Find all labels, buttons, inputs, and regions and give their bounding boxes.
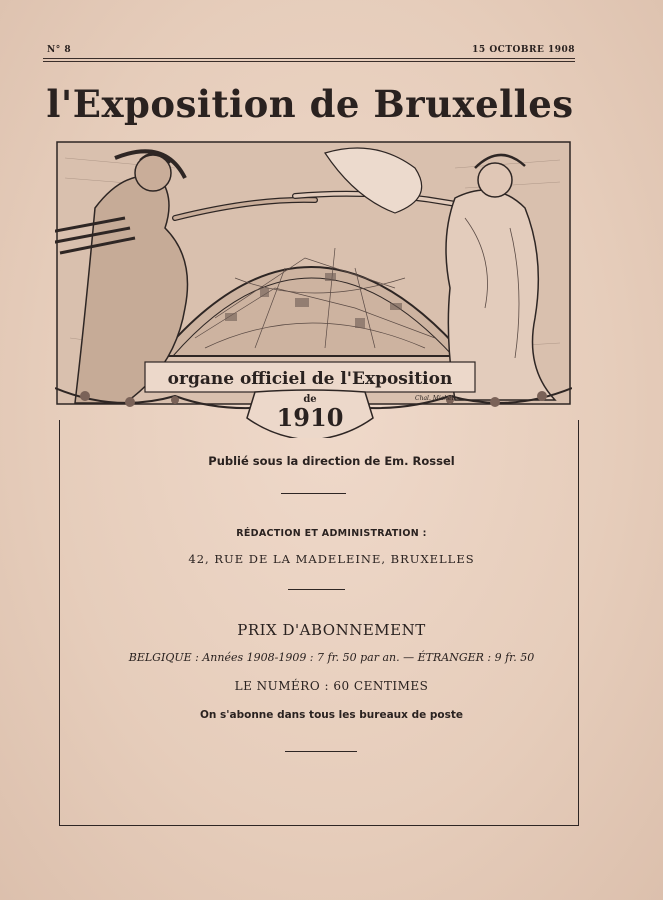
issue-date: 15 OCTOBRE 1908: [472, 45, 575, 55]
separator-1: [281, 493, 346, 494]
prix-line: BELGIQUE : Années 1908-1909 : 7 fr. 50 par an. — ÉTRANGER : 9 fr. 50: [128, 651, 535, 664]
banner-text: organe officiel de l'Exposition: [167, 369, 453, 389]
redaction-label: RÉDACTION ET ADMINISTRATION :: [236, 528, 427, 539]
separator-2: [288, 589, 345, 590]
banner-de: de: [303, 394, 317, 405]
separator-3: [285, 751, 357, 752]
prix-title: PRIX D'ABONNEMENT: [237, 621, 426, 639]
top-bar: [47, 42, 575, 58]
banner-year: 1910: [276, 403, 344, 432]
artist-signature: Chal. Michel: [415, 395, 454, 402]
publisher-line: Publié sous la direction de Em. Rossel: [208, 454, 455, 468]
cover-illustration: [55, 138, 572, 438]
masthead-title: l'Exposition de Bruxelles: [46, 82, 574, 126]
address-line: 42, RUE DE LA MADELEINE, BRUXELLES: [188, 552, 475, 566]
illustration-svg: [55, 138, 572, 438]
abonne-line: On s'abonne dans tous les bureaux de poste: [200, 709, 463, 721]
issue-number: N° 8: [47, 45, 72, 55]
numero-line: LE NUMÉRO : 60 CENTIMES: [234, 679, 429, 693]
top-rule: [43, 58, 575, 62]
